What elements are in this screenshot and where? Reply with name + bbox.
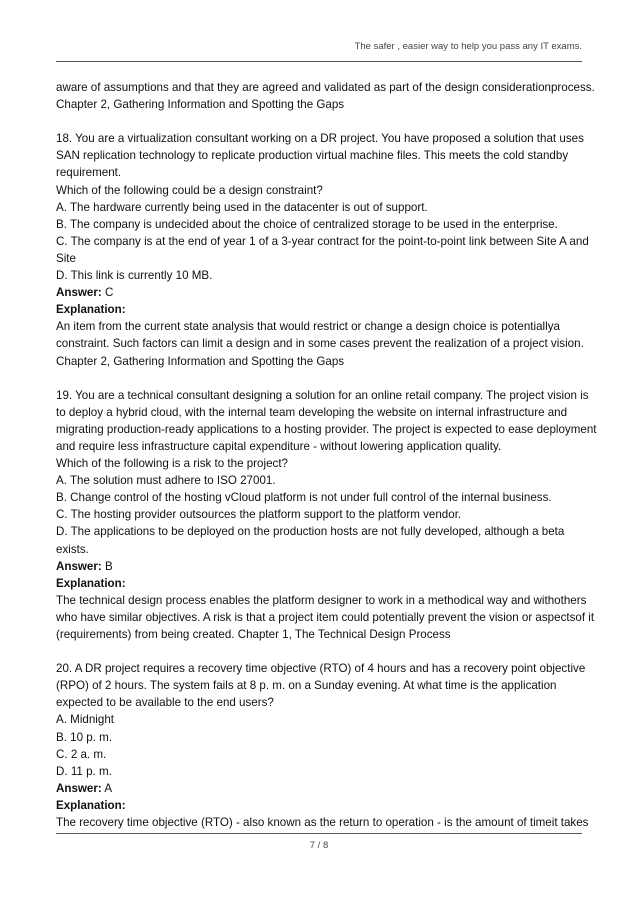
explanation-line: (requirements) from being created. Chapter 1, The Technical Design Process <box>56 628 451 641</box>
page-header-tagline: The safer , easier way to help you pass any IT exams. <box>354 41 582 52</box>
question-text-line: 18. You are a virtualization consultant working on a DR project. You have proposed a solution that uses <box>56 132 584 146</box>
explanation-line: who have similar objectives. A risk is that a project item could potentially prevent the vision or aspectsof it <box>56 610 595 624</box>
option-c: C. 2 a. m. <box>56 747 107 761</box>
explanation-line: An item from the current state analysis that would restrict or change a design choice is potentiallya <box>56 320 560 334</box>
option-b: B. 10 p. m. <box>56 730 113 744</box>
page-number: 7 / 8 <box>309 840 329 851</box>
answer-line <box>56 780 586 797</box>
option-d-continued: exists. <box>56 542 89 556</box>
option-d: D. The applications to be deployed on the production hosts are not fully developed, although a beta <box>56 525 565 539</box>
option-c: C. The company is at the end of year 1 of a 3-year contract for the point-to-point link between Site A and <box>56 234 589 248</box>
explanation-label: Explanation: <box>56 576 126 590</box>
explanation-label: Explanation: <box>56 303 126 317</box>
question-18 <box>56 130 589 369</box>
question-text-line: 19. You are a technical consultant designing a solution for an online retail company. The project vision is <box>56 388 589 402</box>
answer-value: A <box>101 781 113 795</box>
option-a: A. The solution must adhere to ISO 27001. <box>56 474 276 488</box>
answer-label: Answer: <box>56 286 102 300</box>
option-c: C. The hosting provider outsources the platform support to the platform vendor. <box>56 508 462 522</box>
header-divider <box>56 61 582 62</box>
answer-label: Answer: <box>56 559 102 573</box>
explanation-line: The technical design process enables the platform designer to work in a methodical way and withothers <box>56 593 587 607</box>
question-20 <box>56 660 589 831</box>
question-text-line: Which of the following is a risk to the project? <box>56 457 288 471</box>
answer-line <box>56 284 586 301</box>
option-d: D. This link is currently 10 MB. <box>56 269 213 283</box>
page-content <box>56 79 597 831</box>
footer-divider <box>56 833 582 834</box>
question-text-line: Which of the following could be a design constraint? <box>56 183 323 197</box>
answer-value: C <box>101 286 114 300</box>
answer-value: B <box>101 559 113 573</box>
question-text-line: (RPO) of 2 hours. The system fails at 8 p. m. on a Sunday evening. At what time is the application <box>56 679 557 693</box>
question-text-line: to deploy a hybrid cloud, with the internal team developing the website on internal infrastructure and <box>56 405 568 419</box>
explanation-line: Chapter 2, Gathering Information and Spotting the Gaps <box>56 354 345 368</box>
question-text-line: 20. A DR project requires a recovery time objective (RTO) of 4 hours and has a recovery point objective <box>56 662 586 676</box>
intro-line: aware of assumptions and that they are agreed and validated as part of the design considerationprocess. <box>56 81 595 94</box>
intro-line: Chapter 2, Gathering Information and Spotting the Gaps <box>56 98 345 112</box>
question-text-line: expected to be available to the end users? <box>56 696 274 710</box>
option-d: D. 11 p. m. <box>56 764 112 778</box>
explanation-label: Explanation: <box>56 798 126 812</box>
question-text-line: requirement. <box>56 166 122 180</box>
explanation-line: The recovery time objective (RTO) - also known as the return to operation - is the amount of timeit takes <box>56 816 589 830</box>
intro-block <box>56 79 595 113</box>
question-text-line: migrating production-ready applications to a hosting provider. The project is expected to ease deployment <box>56 422 597 436</box>
option-c-continued: Site <box>56 251 76 265</box>
option-a: A. The hardware currently being used in the datacenter is out of support. <box>56 200 428 214</box>
question-text-line: SAN replication technology to replicate production virtual machine files. This meets the cold standby <box>56 149 569 163</box>
question-19 <box>56 387 597 643</box>
option-b: B. Change control of the hosting vCloud platform is not under full control of the internal business. <box>56 491 552 505</box>
answer-line <box>56 558 586 575</box>
explanation-line: constraint. Such factors can limit a design and in some cases prevent the realization of a project vision. <box>56 337 584 351</box>
answer-label: Answer: <box>56 781 102 795</box>
question-text-line: and require less infrastructure capital expenditure - without lowering application quality. <box>56 439 502 453</box>
option-a: A. Midnight <box>56 713 114 727</box>
option-b: B. The company is undecided about the choice of centralized storage to be used in the enterprise. <box>56 217 558 231</box>
